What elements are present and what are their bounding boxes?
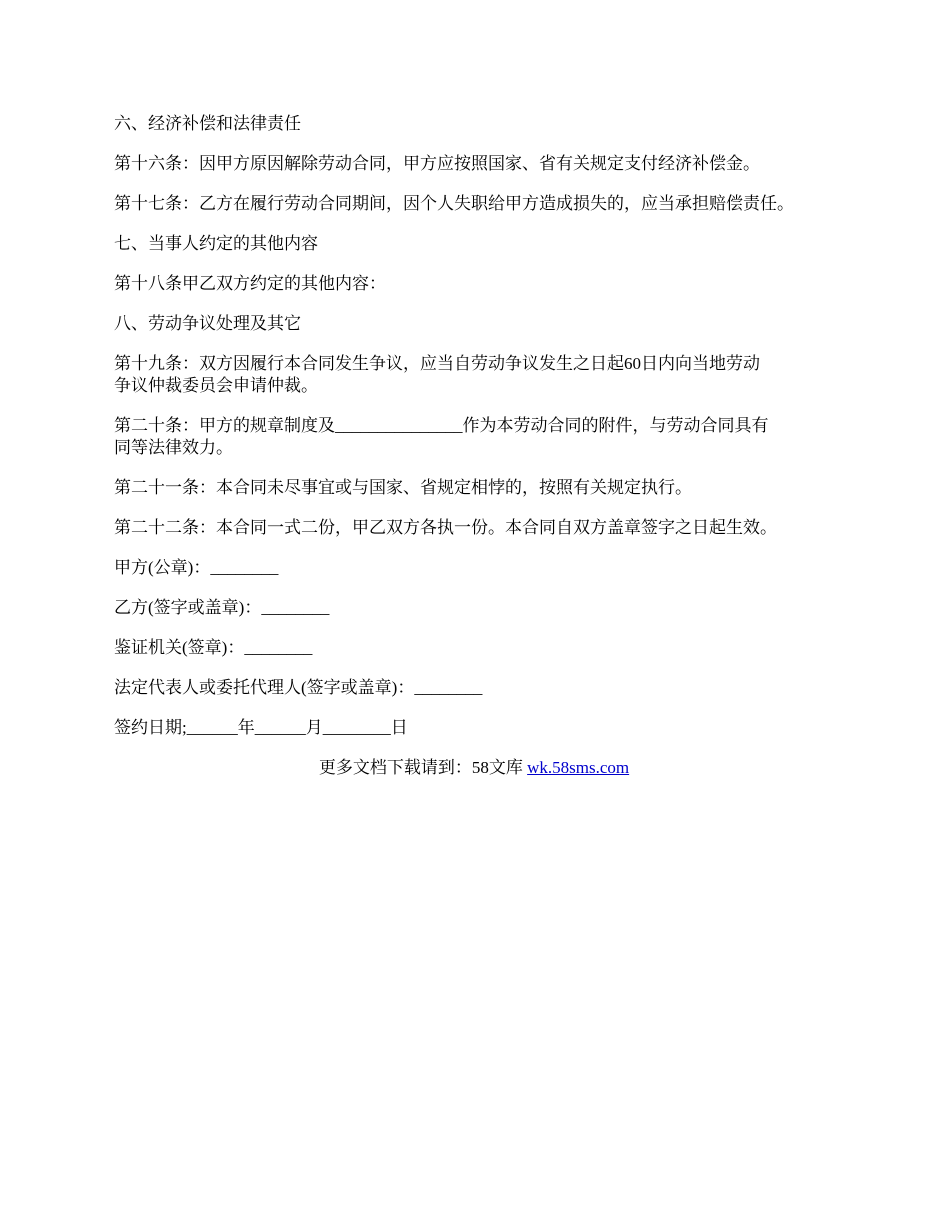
authentication-agency-line: 鉴证机关(签章)：________	[114, 638, 313, 657]
section-heading-8: 八、劳动争议处理及其它	[114, 314, 301, 333]
article-17: 第十七条：乙方在履行劳动合同期间，因个人失职给甲方造成损失的，应当承担赔偿责任。	[114, 194, 794, 213]
section-heading-7: 七、当事人约定的其他内容	[114, 234, 318, 253]
legal-representative-line: 法定代表人或委托代理人(签字或盖章)：________	[114, 678, 483, 697]
article-18: 第十八条甲乙双方约定的其他内容：	[114, 274, 386, 293]
document-body	[114, 113, 854, 779]
article-21: 第二十一条：本合同未尽事宜或与国家、省规定相悖的，按照有关规定执行。	[114, 478, 692, 497]
article-19: 第十九条：双方因履行本合同发生争议，应当自劳动争议发生之日起60日内向当地劳动 争议仲裁委员会申请仲裁。	[114, 354, 760, 395]
article-16: 第十六条：因甲方原因解除劳动合同，甲方应按照国家、省有关规定支付经济补偿金。	[114, 154, 760, 173]
footer-link[interactable]: wk.58sms.com	[527, 758, 630, 777]
footer	[114, 757, 834, 779]
party-b-signature-line: 乙方(签字或盖章)：________	[114, 598, 330, 617]
footer-text: 更多文档下载请到：58文库	[318, 758, 528, 777]
party-a-signature-line: 甲方(公章)：________	[114, 558, 279, 577]
signing-date-line: 签约日期;______年______月________日	[114, 718, 408, 737]
section-heading-6: 六、经济补偿和法律责任	[114, 114, 301, 133]
article-20: 第二十条：甲方的规章制度及_______________作为本劳动合同的附件，与劳动合同具有 同等法律效力。	[114, 416, 769, 457]
article-22: 第二十二条：本合同一式二份，甲乙双方各执一份。本合同自双方盖章签字之日起生效。	[114, 518, 777, 537]
